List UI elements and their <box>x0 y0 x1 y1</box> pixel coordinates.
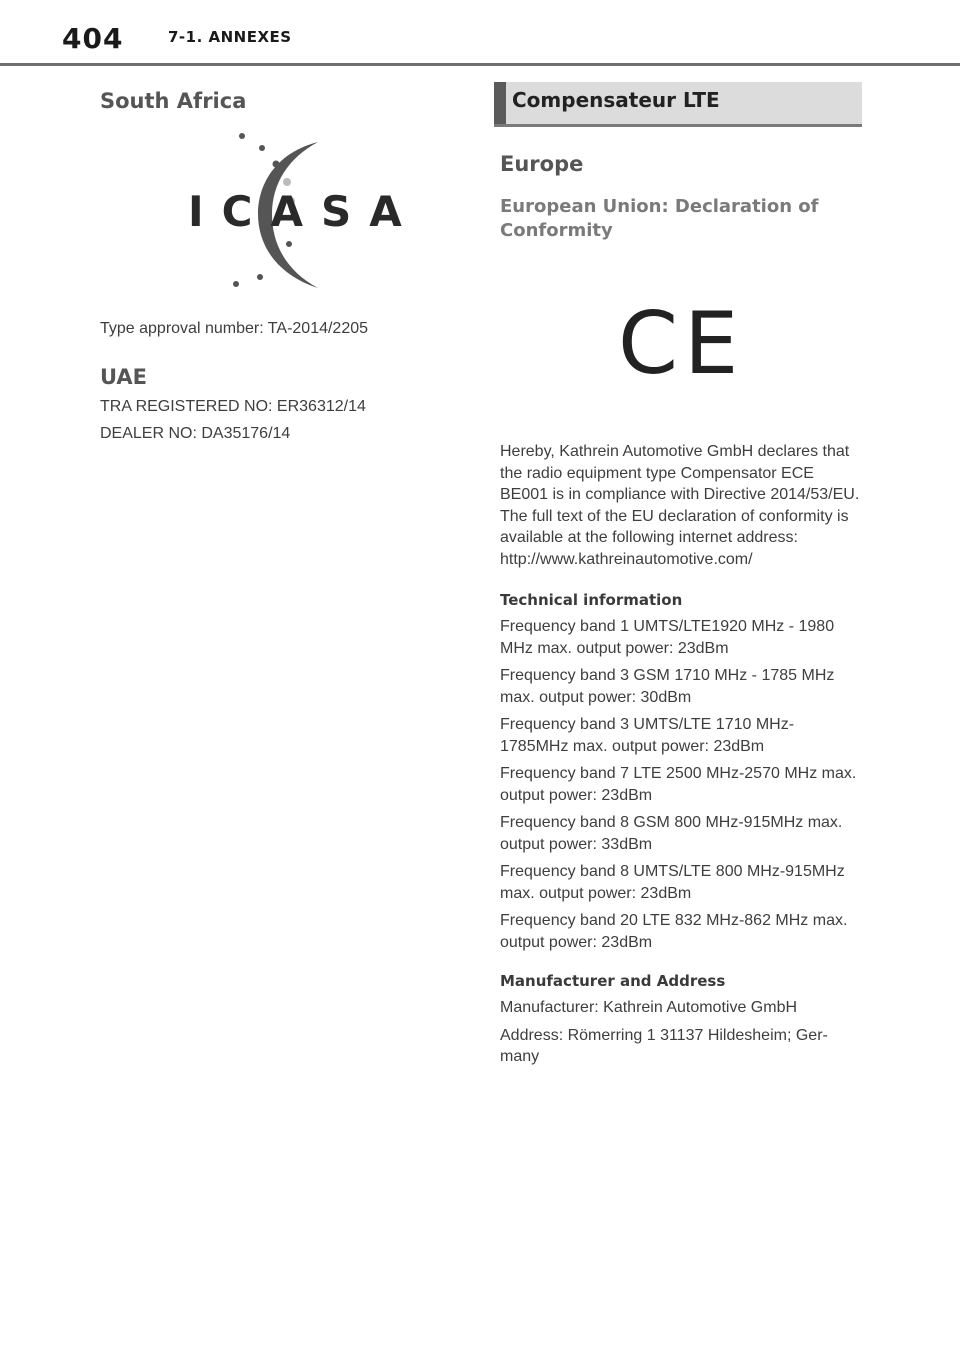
type-approval-text: Type approval number: TA-2014/2205 <box>100 320 369 337</box>
declaration-text: Hereby, Kathrein Automotive GmbH declares that the radio equipment type Compensator ECE BE001 is in compliance with Directive 2014/53/EU. The full text of the EU declaration of conformity is available at the following internet address: http://www.kathreinautomotive.com/ <box>500 443 860 568</box>
icasa-logo <box>188 130 420 300</box>
frequency-item: Frequency band 3 GSM 1710 MHz - 1785 MHz max. output power: 30dBm <box>500 667 835 706</box>
uae-line: TRA REGISTERED NO: ER36312/14 <box>100 397 366 415</box>
frequency-item: Frequency band 8 GSM 800 MHz-915MHz max. output power: 33dBm <box>500 814 843 853</box>
uae-heading: UAE <box>100 364 148 389</box>
frequency-item: Frequency band 1 UMTS/LTE1920 MHz - 1980 MHz max. output power: 23dBm <box>500 618 835 657</box>
technical-info-heading: Technical information <box>500 591 683 609</box>
ce-mark-icon <box>618 294 745 394</box>
frequency-item: Frequency band 20 LTE 832 MHz-862 MHz max. output power: 23dBm <box>500 912 848 951</box>
frequency-item: Frequency band 8 UMTS/LTE 800 MHz-915MHz max. output power: 23dBm <box>500 863 845 902</box>
page-header <box>0 0 960 68</box>
band-accent <box>494 82 506 124</box>
frequency-item: Frequency band 7 LTE 2500 MHz-2570 MHz max. output power: 23dBm <box>500 765 857 804</box>
page-number: 404 <box>62 22 124 55</box>
header-rule <box>0 63 960 66</box>
manufacturer-text: Manufacturer: Kathrein Automotive GmbH <box>500 999 798 1016</box>
address-text: Address: Römerring 1 31137 Hildesheim; Ger-many <box>500 1026 828 1065</box>
south-africa-heading: South Africa <box>100 89 247 113</box>
icasa-logo-text: ICASA <box>188 187 420 236</box>
manufacturer-heading: Manufacturer and Address <box>500 972 726 990</box>
section-band <box>494 82 862 127</box>
left-column <box>100 86 420 445</box>
ce-mark-text: CE <box>618 294 745 394</box>
chapter-title: 7-1. ANNEXES <box>168 28 292 46</box>
band-title: Compensateur LTE <box>512 88 720 112</box>
uae-line: DEALER NO: DA35176/14 <box>100 425 291 442</box>
frequency-list <box>500 616 858 953</box>
europe-heading: Europe <box>500 152 584 176</box>
eu-declaration-heading: European Union: Declaration of Conformity <box>500 196 819 241</box>
frequency-item: Frequency band 3 UMTS/LTE 1710 MHz-1785MHz max. output power: 23dBm <box>500 716 795 755</box>
right-column <box>494 82 862 1068</box>
